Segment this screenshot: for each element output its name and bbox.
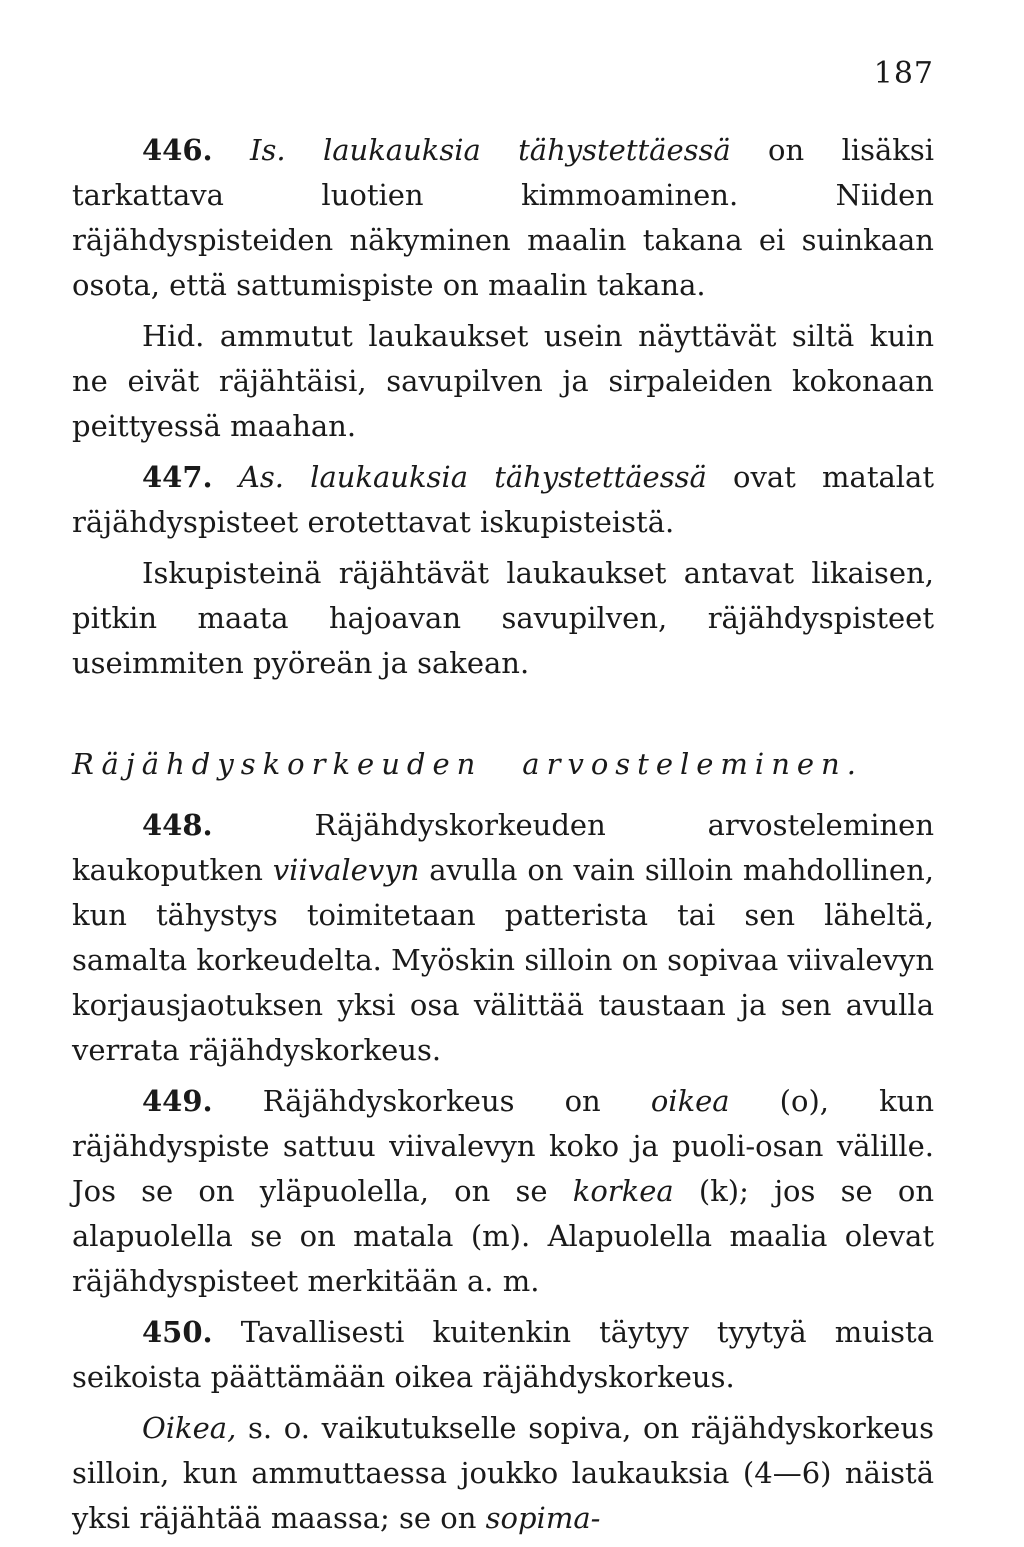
paragraph-text: (k); jos se on alapuolella se on matala (m). Alapuolella maalia olevat räjähdyspisteet merkitään a. m. [72, 1174, 934, 1298]
paragraph-text: Tavallisesti kuitenkin täytyy tyytyä muista seikoista päättämään oikea räjähdyskorkeus. [72, 1315, 934, 1394]
paragraph-450 [72, 1310, 934, 1400]
body-text [72, 128, 934, 1547]
paragraph-447-cont [72, 551, 934, 686]
section-number: 447. [142, 460, 213, 494]
section-lead: As. laukauksia tähystettäessä [238, 460, 707, 494]
paragraph-450-cont [72, 1406, 934, 1541]
section-number: 450. [142, 1315, 213, 1349]
section-number: 448. [142, 808, 213, 842]
section-number: 449. [142, 1084, 213, 1118]
section-number: 446. [142, 133, 213, 167]
paragraph-text: Räjähdyskorkeuden arvosteleminen kaukoputken [72, 808, 934, 887]
paragraph-text: Räjähdyskorkeus on [212, 1084, 651, 1118]
emphasis-text: korkea [572, 1174, 674, 1208]
paragraph-text: avulla on vain silloin mahdollinen, kun tähystys toimitetaan patterista tai sen läheltä, samalta korkeudelta. Myöskin silloin on sopivaa viivalevyn korjausjaotuksen yksi osa välittää taustaan ja sen avulla verrata räjähdyskorkeus. [72, 853, 934, 1067]
emphasis-text: sopima- [485, 1501, 601, 1535]
paragraph-449 [72, 1079, 934, 1304]
emphasis-text: viivalevyn [272, 853, 420, 887]
section-heading [72, 742, 934, 787]
paragraph-text: Hid. ammutut laukaukset usein näyttävät siltä kuin ne eivät räjähtäisi, savupilven ja sirpaleiden kokonaan peittyessä maahan. [72, 319, 934, 443]
page-number: 187 [873, 56, 934, 91]
emphasis-text: oikea [650, 1084, 730, 1118]
emphasis-text: Oikea, [142, 1411, 237, 1445]
heading-word-2: arvosteleminen. [522, 747, 863, 781]
paragraph-text: ovat matalat räjähdyspisteet erotettavat iskupisteistä. [72, 460, 934, 539]
paragraph-446 [72, 128, 934, 308]
heading-word-1: Räjähdyskorkeuden [72, 747, 483, 781]
paragraph-446-cont [72, 314, 934, 449]
section-lead: Is. laukauksia tähystettäessä [250, 133, 731, 167]
paragraph-447 [72, 455, 934, 545]
paragraph-text: Iskupisteinä räjähtävät laukaukset antavat likaisen, pitkin maata hajoavan savupilven, räjähdyspisteet useimmiten pyöreän ja sakean. [72, 556, 934, 680]
paragraph-448 [72, 803, 934, 1073]
paragraph-text: (o), kun räjähdyspiste sattuu viivalevyn koko ja puoli-osan välille. Jos se on yläpuolella, on se [72, 1084, 935, 1208]
paragraph-text: on lisäksi tarkattava luotien kimmoaminen. Niiden räjähdyspisteiden näkyminen maalin takana ei suinkaan osota, että sattumispiste on maalin takana. [72, 133, 935, 302]
paragraph-text: s. o. vaikutukselle sopiva, on räjähdyskorkeus silloin, kun ammuttaessa joukko laukauksia (4—6) näistä yksi räjähtää maassa; se on [72, 1411, 934, 1535]
